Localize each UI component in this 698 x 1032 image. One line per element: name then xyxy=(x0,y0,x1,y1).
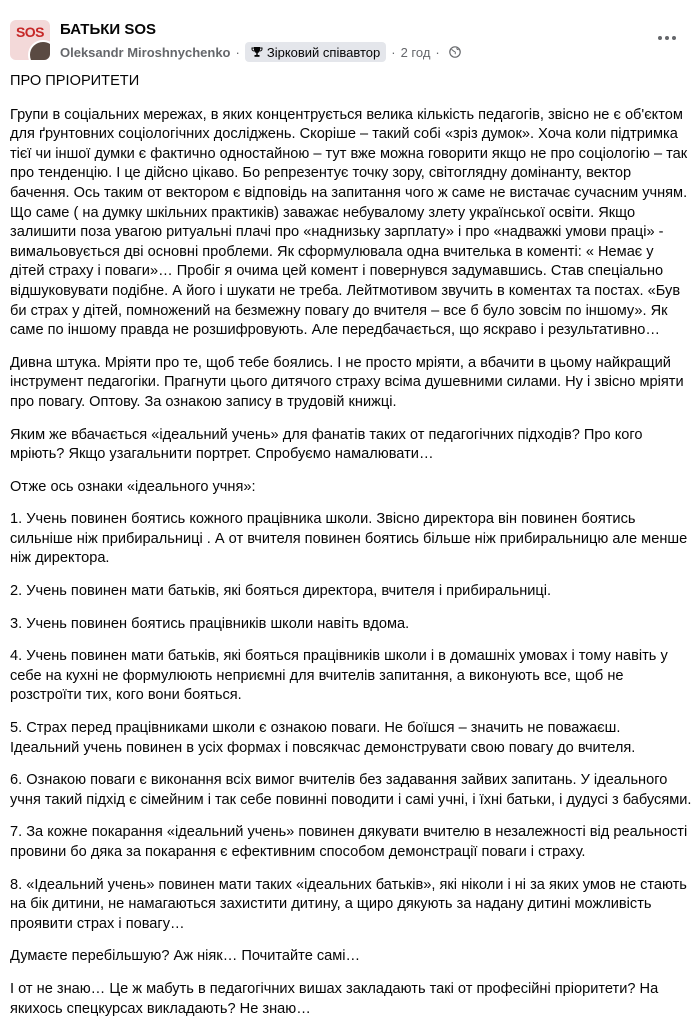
post-paragraph: І от не знаю… Це ж мабуть в педагогічних вишах закладають такі от професійні пріоритети? На якихось спецкурсах викладають? Не знаю… xyxy=(10,980,659,1017)
trophy-icon xyxy=(251,46,263,58)
post-paragraph: Яким же вбачається «ідеальний учень» для фанатів таких от педагогічних підходів? Про кого мріють? Якщо узагальнити портрет. Спробуємо намалювати… xyxy=(10,426,643,463)
author-avatar[interactable] xyxy=(28,40,50,60)
list-item: 1. Учень повинен боятись кожного працівника школи. Звісно директора він повинен боятись сильніше ніж прибиральниці . А от вчителя повинен боятись більше ніж прибиральницю але менше ніж директора. xyxy=(10,511,688,567)
post-paragraph: Отже ось ознаки «ідеального учня»: xyxy=(10,478,256,495)
list-item: 3. Учень повинен боятись працівників школи навіть вдома. xyxy=(10,615,410,632)
list-item: 6. Ознакою поваги є виконання всіх вимог вчителів без задавання зайвих запитань. У ідеального учня такий підхід є сімейним і так себе повинні поводити і самі учні, і їхні батьки, і дудусі з бабусями. xyxy=(10,772,692,808)
star-contributor-badge[interactable] xyxy=(245,42,386,62)
more-dots-icon xyxy=(657,35,677,41)
post-time[interactable]: 2 год xyxy=(400,44,431,60)
post-paragraph: Думаєте перебільшую? Аж ніяк… Почитайте самі… xyxy=(10,948,361,965)
more-options-button[interactable] xyxy=(651,28,683,48)
group-name[interactable]: БАТЬКИ SOS xyxy=(60,21,157,38)
post-header xyxy=(0,0,698,68)
meta-separator: · xyxy=(235,44,240,60)
meta-separator: · xyxy=(435,44,440,60)
list-item: 2. Учень повинен мати батьків, які бояться директора, вчителя і прибиральниці. xyxy=(10,583,552,600)
group-logo: SOS xyxy=(15,24,45,40)
list-item: 5. Страх перед працівниками школи є ознакою поваги. Не боїшся – значить не поважаєш. Ідеальний учень повинен в усіх формах і повсякчас демонструвати свою повагу до вчителя. xyxy=(10,720,636,756)
author-name[interactable]: Oleksandr Miroshnychenko xyxy=(60,44,231,60)
group-avatar[interactable] xyxy=(10,20,50,60)
post-body xyxy=(10,72,692,1032)
list-item: 8. «Ідеальний учень» повинен мати таких «ідеальних батьків», які ніколи і ні за яких умов не стають на бік дитини, не намагаються захистити дитину, а щиро дякують за надану дитині можливість проявити страх і повагу… xyxy=(10,876,687,932)
list-item: 7. За кожне покарання «ідеальний учень» повинен дякувати вчителю в незалежності від реальності провини бо дяка за покарання є ефективним способом демонстрації поваги і страху. xyxy=(10,824,688,860)
badge-label: Зірковий співавтор xyxy=(266,44,381,60)
post-meta xyxy=(60,42,461,62)
list-item: 4. Учень повинен мати батьків, які бояться працівників школи і в домашніх умовах і тому навіть у себе на кухні не формулюють неприємні для вчителів запитання, а виконують все, щоб не розстроїти тих, кого вони бояться. xyxy=(10,648,668,704)
globe-icon[interactable] xyxy=(449,46,461,58)
post-paragraph: Дивна штука. Мріяти про те, щоб тебе боялись. І не просто мріяти, а вбачити в цьому найкращий інструмент педагогіки. Прагнути цього дитячого страху всіма душевними силами. Ну і звісно мріяти про повагу. Оптову. За ознакою запису в трудовій книжці. xyxy=(10,354,684,410)
post-title: ПРО ПРІОРИТЕТИ xyxy=(10,73,140,89)
post-paragraph: Групи в соціальних мережах, в яких концентрується велика кількість педагогів, звісно не є об'єктом для ґрунтовних соціологічних досліджень. Скоріше – такий собі «зріз думок». Хоча коли підтримка тієї чи іншої думки є фактично одностайною – тут вже можна говорити якщо не про соціологію – так про тенденцію. І це дійсно цікаво. Бо репрезентує точку зору, світоглядну домінанту, вектор бачення. Ось таким от вектором є відповідь на запитання чого ж саме не вистачає сучасним учням. Що саме ( на думку шкільних практиків) заважає небувалому злету української освіти. Якщо залишити поза увагою ритуальні плачі про «наднизьку зарплату» і про «надважкі умови праці» - вимальовується дві основні проблеми. Як сформулювала одна вчителька в коменті: « Немає у дітей страху і поваги»… Пробіг я очима цей комент і повернувся задумавшись. Став спеціально відшуковувати подібне. А його і шукати не треба. Лейтмотивом звучить в коментах та постах. «Був би страх у дітей, помножений на безмежну повагу до вчителя – все б було зовсім по іншому». Як саме по іншому правда не розшифровують. Але передбачається, що яскраво і результативно… xyxy=(10,106,688,339)
meta-separator: · xyxy=(391,44,396,60)
